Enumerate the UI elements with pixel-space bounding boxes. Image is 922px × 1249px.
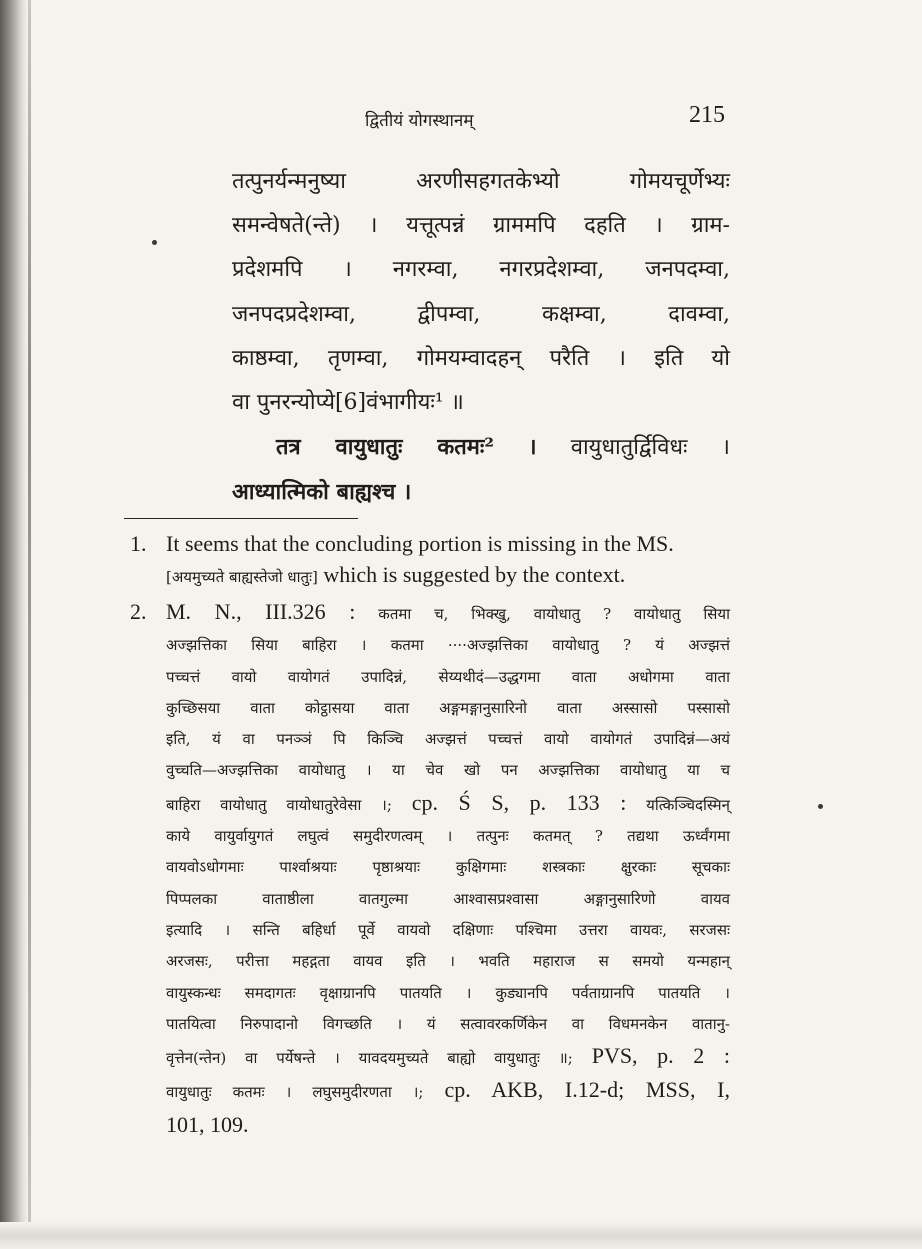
footnote-text: It seems that the concluding portion is missing in the MS.	[166, 531, 674, 556]
footnote-2	[130, 596, 730, 1143]
footnote-line: वायवोऽधोगमाः पार्श्वाश्रयाः पृष्ठाश्रयाः कुक्षिगमाः शस्त्रकाः क्षुरकाः सूचकाः	[166, 858, 730, 877]
section-heading: तत्र वायुधातुः कतमः²	[276, 434, 494, 461]
footnote-1	[130, 528, 730, 593]
footnote-line: इत्यादि । सन्ति बहिर्धा पूर्वे वायवो दक्षिणाः पश्चिमा उत्तरा वायवः, सरजसः	[166, 920, 730, 939]
page-bottom-edge	[0, 1222, 922, 1249]
scan-speck	[818, 804, 823, 809]
main-text-line: समन्वेषते(न्ते) । यत्तूत्पन्नं ग्राममपि दहति । ग्राम-	[232, 213, 730, 239]
footnote-line: अरजसः, परीत्ता महद्गता वायव इति । भवति महाराज स समयो यन्महान्	[166, 952, 730, 971]
footnote-sanskrit: [अयमुच्यते बाह्यस्तेजो धातुः]	[166, 568, 318, 586]
main-text-line: तत्पुनर्यन्मनुष्या अरणीसहगतकेभ्यो गोमयचूर्णेभ्यः	[232, 169, 730, 194]
footnote-line	[166, 1040, 730, 1074]
main-text-line: काष्ठम्वा, तृणम्वा, गोमयम्वादहन् परैति । इति यो	[232, 345, 730, 371]
running-title: द्वितीयं योगस्थानम्	[365, 111, 474, 131]
main-text-line: जनपदप्रदेशम्वा, द्वीपम्वा, कक्षम्वा, दावम्वा,	[232, 301, 730, 327]
footnote-line: पातयित्वा निरुपादानो विगच्छति । यं सत्वावरकर्णिकेन वा विधमनकेन वातानु-	[166, 1014, 730, 1033]
footnote-sanskrit: वायुधातुः कतमः । लघुसमुदीरणता ।;	[166, 1083, 424, 1102]
page-header	[365, 102, 725, 136]
footnote-line: कुच्छिसया वाता कोट्ठासया वाता अङ्गमङ्गानुसारिनो वाता अस्सासो पस्सासो	[166, 698, 730, 717]
footnote-line: वायुस्कन्धः समदागतः वृक्षाग्रानपि पातयति । कुड्यानपि पर्वताग्रानपि पातयति ।	[166, 983, 730, 1002]
footnote-number: 2.	[130, 599, 147, 624]
footnote-sanskrit: वृत्तेन(न्तेन) वा पर्येषन्ते । यावदयमुच्यते बाह्यो वायुधातुः ॥;	[166, 1049, 573, 1068]
footnote-line: इति, यं वा पनञ्ञं पि किञ्चि अज्झत्तं पच्चत्तं वायो वायोगतं उपादिन्नं—अयं	[166, 730, 730, 749]
footnote-text: which is suggested by the context.	[323, 562, 626, 587]
footnote-reference: cp. AKB, I.12-d; MSS, I,	[444, 1077, 730, 1103]
footnote-reference: 101, 109.	[166, 1111, 249, 1137]
footnote-line: अज्झत्तिका सिया बाहिरा । कतमा ····अज्झत्तिका वायोधातु ? यं अज्झत्तं	[166, 636, 730, 655]
footnote-line	[166, 1074, 730, 1108]
footnote-line: पच्चत्तं वायो वायोगतं उपादिन्नं, सेय्यथीदं—उद्धगमा वाता अधोगमा वाता	[166, 667, 730, 686]
footnote-line	[166, 787, 730, 821]
footnote-line	[166, 1109, 730, 1143]
main-text-line: प्रदेशमपि । नगरम्वा, नगरप्रदेशम्वा, जनपदम्वा,	[232, 257, 730, 283]
section-text: वायुधातुर्द्विविधः ।	[570, 435, 730, 461]
footnote-divider	[124, 518, 358, 519]
footnote-line: काये वायुर्वायुगतं लघुत्वं समुदीरणत्वम् । तत्पुनः कतमत् ? तद्यथा ऊर्ध्वंगमा	[166, 827, 730, 846]
scan-speck	[152, 240, 157, 245]
book-gutter-shadow	[0, 0, 28, 1249]
footnote-reference: PVS, p. 2 :	[591, 1043, 730, 1069]
footnote-line: पिप्पलका वाताष्ठीला वातगुल्मा आश्वासप्रश्वासा अङ्गानुसारिणो वायव	[166, 889, 730, 908]
danda: ।	[528, 434, 537, 461]
footnote-reference: M. N., III.326 :	[166, 599, 356, 624]
page-edge-line	[28, 0, 31, 1249]
section-heading-continued: आध्यात्मिको बाह्यश्च ।	[232, 479, 412, 506]
footnote-sanskrit: यत्किञ्चिदस्मिन्	[646, 795, 730, 814]
section-heading-line	[232, 425, 730, 470]
main-text-line: वा पुनरन्योप्ये[6]वंभागीयः¹ ॥	[232, 390, 464, 416]
main-text-block	[232, 160, 730, 515]
footnote-pali: बाहिरा वायोधातु वायोधातुरेवेसा ।;	[166, 795, 392, 814]
footnote-pali: कतमा च, भिक्खु, वायोधातु ? वायोधातु सिया	[378, 605, 730, 623]
footnote-number: 1.	[130, 531, 147, 556]
footnote-line	[166, 596, 730, 630]
footnote-reference: cp. Ś S, p. 133 :	[411, 789, 627, 815]
page-number: 215	[689, 102, 725, 128]
footnotes	[130, 528, 730, 1143]
footnote-line: वुच्चति—अज्झत्तिका वायोधातु । या चेव खो पन अज्झत्तिका वायोधातु या च	[166, 761, 730, 780]
